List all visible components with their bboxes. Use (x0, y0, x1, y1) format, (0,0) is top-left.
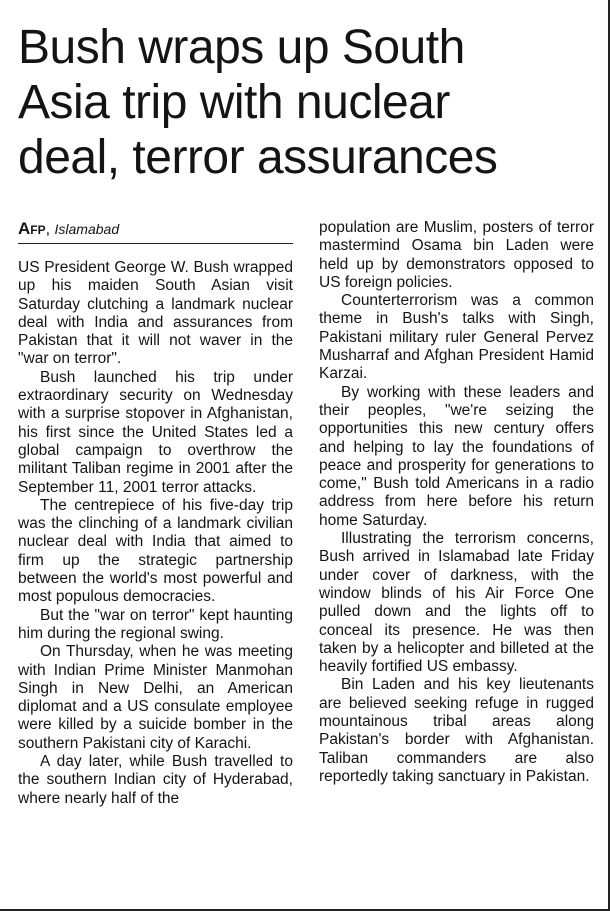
agency-name (18, 221, 46, 238)
article-paragraph: The centrepiece of his five-day trip was the clinching of a landmark civilian nuclear deal with India that aimed to firm up the strategic partnership between the world's most powerful and most populous democracies. (18, 496, 293, 606)
headline (18, 20, 603, 185)
headline-line: deal, terror assurances (18, 131, 498, 184)
article-paragraph: But the "war on terror" kept haunting him during the regional swing. (18, 606, 293, 642)
article-paragraph: Bin Laden and his key lieutenants are believed seeking refuge in rugged mountainous tribal areas along Pakistan's border with Afghanistan. Taliban commanders are also reportedly taking sanctuary in Pakistan. (319, 676, 594, 785)
article-paragraph: On Thursday, when he was meeting with Indian Prime Minister Manmohan Singh in New Delhi, an American diplomat and a US consulate employee were killed by a suicide bomber in the southern Pakistani city of Karachi. (18, 643, 293, 752)
headline-line: Bush wraps up South (18, 21, 465, 74)
article-paragraph: Bush launched his trip under extraordinary security on Wednesday with a surprise stopover in Afghanistan, his first since the United States led a global campaign to overthrow the militant Taliban regime in 2001 after the September 11, 2001 terror attacks. (18, 368, 293, 496)
article-paragraph: population are Muslim, posters of terror mastermind Osama bin Laden were held up by demonstrators opposed to US foreign policies. (319, 219, 594, 291)
agency-initial: A (18, 219, 31, 238)
byline-separator: , (45, 221, 55, 238)
byline (18, 219, 293, 244)
article-paragraph: A day later, while Bush travelled to the southern Indian city of Hyderabad, where nearly half of the (18, 753, 293, 807)
article-paragraph: Counterterrorism was a common theme in Bush's talks with Singh, Pakistani military ruler General Pervez Musharraf and Afghan President Hamid Karzai. (319, 292, 594, 383)
headline-line: Asia trip with nuclear (18, 76, 450, 129)
article-paragraph: Illustrating the terrorism concerns, Bush arrived in Islamabad late Friday under cover of darkness, with the window blinds of his Air Force One pulled down and the lights off to conceal its presence. He was then taken by a helicopter and billeted at the heavily fortified US embassy. (319, 530, 594, 676)
article-paragraph: US President George W. Bush wrapped up his maiden South Asian visit Saturday clutching a landmark nuclear deal with India and assurances from Pakistan that it will not waver in the "war on terror". (18, 259, 293, 368)
article-column-right (319, 219, 594, 786)
article-column-left (18, 259, 293, 808)
dateline-place: Islamabad (54, 221, 120, 237)
agency-rest: FP (30, 223, 46, 237)
article-paragraph: By working with these leaders and their peoples, "we're seizing the opportunities this new century offers and helping to lay the foundations of peace and prosperity for generations to come," Bush told Americans in a radio address from here before his return home Saturday. (319, 383, 594, 529)
